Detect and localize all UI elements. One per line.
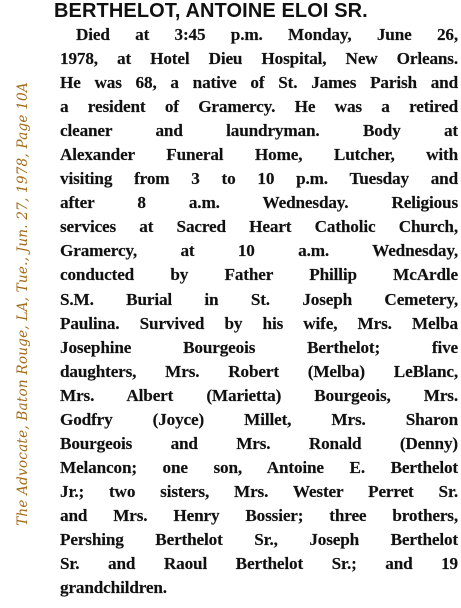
- body-line: visiting from 3 to 10 p.m. Tuesday and: [60, 169, 458, 189]
- body-line: Paulina. Survived by his wife, Mrs. Melba: [60, 313, 458, 333]
- body-line: after 8 a.m. Wednesday. Religious: [60, 193, 458, 213]
- obituary-article: [54, 0, 458, 606]
- body-line: and Mrs. Henry Bossier; three brothers,: [60, 505, 458, 525]
- body-line: 1978, at Hotel Dieu Hospital, New Orleans.: [60, 49, 458, 69]
- body-line: He was 68, a native of St. James Parish and: [60, 73, 458, 93]
- body-line: services at Sacred Heart Catholic Church,: [60, 217, 458, 237]
- body-line: Jr.; two sisters, Mrs. Wester Perret Sr.: [60, 481, 458, 501]
- body-line: Mrs. Albert (Marietta) Bourgeois, Mrs.: [60, 385, 458, 405]
- body-line: cleaner and laundryman. Body at: [60, 121, 458, 141]
- body-line: a resident of Gramercy. He was a retired: [60, 97, 458, 117]
- body-line: grandchildren.: [60, 578, 167, 598]
- source-caption: [6, 4, 40, 604]
- body-line: Josephine Bourgeois Berthelot; five: [60, 337, 458, 357]
- body-line: Melancon; one son, Antoine E. Berthelot: [60, 457, 458, 477]
- body-line: Died at 3:45 p.m. Monday, June 26,: [76, 25, 458, 44]
- obituary-headline: BERTHELOT, ANTOINE ELOI SR.: [54, 0, 368, 22]
- body-line: Pershing Berthelot Sr., Joseph Berthelot: [60, 529, 458, 549]
- body-line: Alexander Funeral Home, Lutcher, with: [60, 145, 458, 165]
- body-line: Sr. and Raoul Berthelot Sr.; and 19: [60, 554, 458, 574]
- source-caption-text: The Advocate, Baton Rouge, LA, Tue., Jun. 27, 1978, Page 10A: [15, 82, 32, 526]
- obituary-body: [60, 23, 458, 600]
- body-line: Godfry (Joyce) Millet, Mrs. Sharon: [60, 409, 458, 429]
- body-line: Gramercy, at 10 a.m. Wednesday,: [60, 241, 458, 261]
- body-line: daughters, Mrs. Robert (Melba) LeBlanc,: [60, 361, 458, 381]
- body-line: conducted by Father Phillip McArdle: [60, 265, 458, 285]
- body-line: Bourgeois and Mrs. Ronald (Denny): [60, 433, 458, 453]
- body-line: S.M. Burial in St. Joseph Cemetery,: [60, 289, 458, 309]
